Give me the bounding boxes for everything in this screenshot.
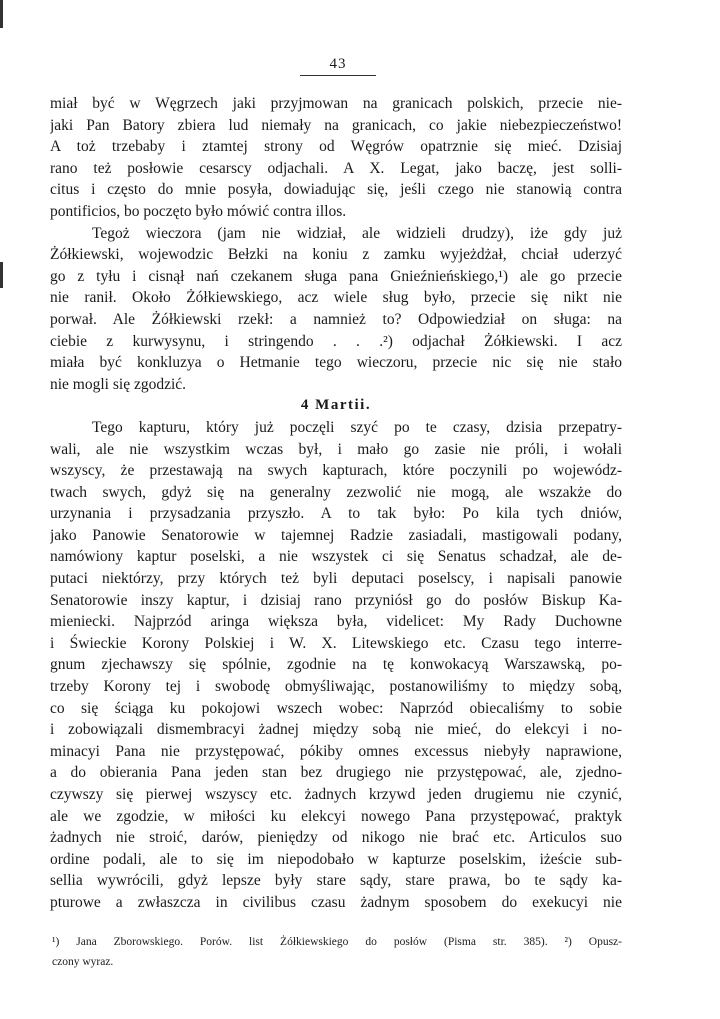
text-line: wali, ale nie wszystkim wczas był, i mało go zasie nie próli, i wołali [50, 440, 622, 458]
text-line: citus i często do mnie posyła, dowiadując się, jeśli czego nie stanowią contra [50, 181, 622, 199]
text-line: gnum zjechawszy się spólnie, zgodnie na tę konwokacyą Warszawską, po- [50, 656, 622, 674]
date-heading: 4 Martii. [300, 397, 372, 414]
text-line: miała być konkluzya o Hetmanie tego wieczoru, przecie nic się nie stało [50, 354, 622, 372]
text-line: A toż trzebaby i ztamtej strony od Węgrów opatrznie się mieć. Dzisiaj [50, 138, 622, 156]
text-line: nie ranił. Około Żółkiewskiego, acz wiele sług było, przecie się nikt nie [50, 289, 622, 307]
text-line: wszyscy, że przestawają na swych kapturach, które poczynili po wojewódz- [50, 462, 622, 480]
scan-edge-mark [0, 0, 3, 28]
text-line: twach swych, gdyż się na generalny zezwolić nie mogą, ale wszakże do [50, 483, 622, 501]
footnote-line: czony wyraz. [52, 956, 114, 968]
text-line: i zobowiązali dismembracyi żadnej między sobą nie mieć, do elekcyi i no- [50, 721, 622, 739]
text-line: mieniecki. Najprzód aringa większa była, videlicet: My Rady Duchowne [50, 613, 622, 631]
text-line: trzeby Korony tej i swobodę obmyśliwając, postanowiliśmy to między sobą, [50, 678, 622, 696]
text-line: a do obierania Pana jeden stan bez drugiego nie przystępować, ale, zjedno- [50, 764, 622, 782]
page-number-rule [300, 75, 376, 76]
text-line: Tegoż wieczora (jam nie widział, ale widzieli drudzy), iże gdy już [92, 224, 622, 242]
text-line: jako Panowie Senatorowie w tajemnej Radzie zasiadali, mastigowali podany, [50, 526, 622, 544]
text-line: Żółkiewski, wojewodzic Bełzki na koniu z zamku wyjeżdżał, chciał uderzyć [50, 246, 622, 264]
text-line: go z tyłu i cisnął nań czekanem sługa pana Gnieźnieńskiego,¹) ale go przecie [50, 267, 622, 285]
text-line: Tego kapturu, który już poczęli szyć po te czasy, dzisia przepatry- [92, 418, 622, 436]
text-line: i Świeckie Korony Polskiej i W. X. Litewskiego etc. Czasu tego interre- [50, 634, 622, 652]
paragraph-3 [50, 417, 622, 914]
text-line: jaki Pan Batory zbiera lud niemały na granicach, co jakie niebezpieczeństwo! [50, 116, 622, 134]
text-line: nie mogli się zgodzić. [50, 375, 187, 393]
text-line: sellia wywrócili, gdyż lepsze były stare sądy, stare prawa, bo te sądy ka- [50, 872, 622, 890]
text-line: ale we zgodzie, w miłości ku elekcyi nowego Pana przystępować, praktyk [50, 807, 622, 825]
main-text [50, 93, 622, 914]
paragraph-1 [50, 93, 622, 223]
text-line: żadnych nie stroić, darów, pieniędzy od nikogo nie brać etc. Articulos suo [50, 829, 622, 847]
text-line: pontificios, bo poczęto było mówić contra illos. [50, 202, 347, 220]
text-line: ordine podali, ale to się im niepodobało w kapturze poselskim, iżeście sub- [50, 850, 622, 868]
text-line: co się ściąga ku pokojowi wszech wobec: Naprzód obiecaliśmy to sobie [50, 699, 622, 717]
text-line: putaci niektórzy, przy których też byli deputaci poselscy, i napisali panowie [50, 570, 622, 588]
footnotes [52, 932, 622, 972]
text-line: minacyi Pana nie przystępować, pókiby omnes excessus niebyły naprawione, [50, 742, 622, 760]
text-line: pturowe a zwłaszcza in civilibus czasu żadnym sposobem do exekucyi nie [50, 893, 622, 911]
text-line: namówiony kaptur poselski, a nie wszystek ci się Senatus schadzał, ale de- [50, 548, 622, 566]
paragraph-2 [50, 223, 622, 396]
page-number: 43 [329, 56, 347, 72]
footnote-line: ¹) Jana Zborowskiego. Porów. list Żółkiewskiego do posłów (Pisma str. 385). ²) Opusz- [52, 936, 622, 948]
scan-edge-mark [0, 262, 3, 288]
text-line: porwał. Ale Żółkiewski rzekł: a namnież to? Odpowiedział on sługa: na [50, 310, 622, 328]
text-line: miał być w Węgrzech jaki przyjmowan na granicach polskich, przecie nie- [50, 95, 622, 112]
text-line: czywszy się pierwej wszyscy etc. żadnych krzywd jeden drugiemu nie czynić, [50, 786, 622, 803]
text-line: rano też posłowie cesarscy odjachali. A X. Legat, jako baczę, jest solli- [50, 159, 622, 177]
text-line: Senatorowie inszy kaptur, i dzisiaj rano przyniósł go do posłów Biskup Ka- [50, 591, 622, 609]
text-line: urzynania i przysadzania przyszło. A to tak było: Po kila tych dniów, [50, 505, 622, 523]
text-line: ciebie z kurwysynu, i stringendo . . .²) odjachał Żółkiewski. I acz [50, 332, 622, 350]
